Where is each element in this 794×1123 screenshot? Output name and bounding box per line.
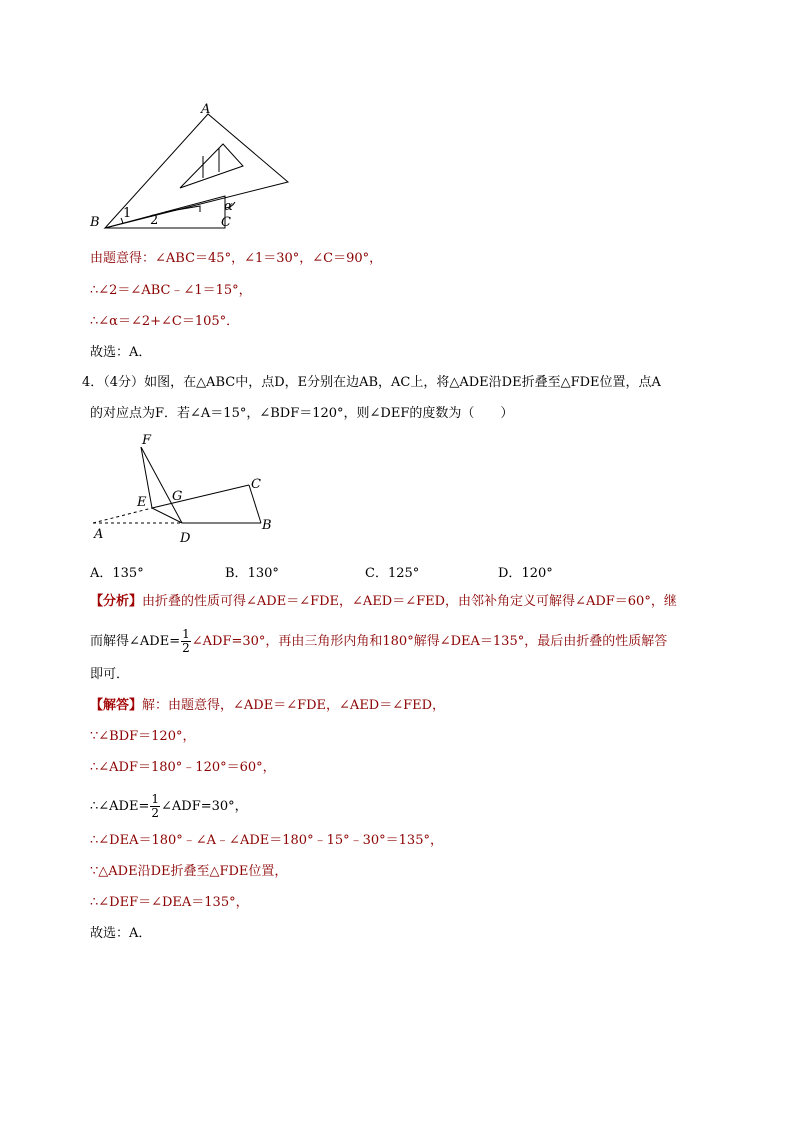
answer-line7: ∴∠DEF＝∠DEA＝135°， <box>90 895 249 910</box>
answer-text4-pre: ∴∠ADE= <box>90 799 150 814</box>
analysis-text1: 由折叠的性质可得∠ADE＝∠FDE，∠AED＝∠FED，由邻补角定义可解得∠ADF＝60°，继 <box>142 594 677 609</box>
analysis-fraction <box>181 628 191 655</box>
label-1: 1 <box>123 206 132 221</box>
label-F: F <box>142 433 152 448</box>
option-c-text: 125° <box>387 566 420 581</box>
q4-stem-text1: 如图，在△ABC中，点D，E分别在边AB，AC上，将△ADE沿DE折叠至△FDE位置，点A <box>144 375 661 390</box>
option-a-text: 135° <box>112 566 144 581</box>
answer-line1 <box>90 697 445 715</box>
label-B: B <box>90 215 100 230</box>
sol3-line1: 由题意得：∠ABC＝45°，∠1＝30°，∠C＝90°， <box>90 251 383 266</box>
figure-set-square <box>85 100 305 235</box>
label-C2: C <box>251 477 261 492</box>
answer-text4-post: ∠ADF=30°， <box>161 799 248 814</box>
option-a-label: A． <box>90 566 113 581</box>
answer-line6: ∵△ADE沿DE折叠至△FDE位置， <box>90 864 288 879</box>
option-d-label: D． <box>498 566 522 581</box>
q4-stem-line1 <box>82 374 661 392</box>
fraction-numerator: 1 <box>182 627 190 641</box>
label-A2: A <box>94 527 104 542</box>
analysis-text2-post: ∠ADF=30°，再由三角形内角和180°解得∠DEA＝135°，最后由折叠的性质解答 <box>191 634 668 649</box>
option-d-text: 120° <box>521 566 553 581</box>
option-c[interactable] <box>365 562 419 581</box>
analysis-line2 <box>90 628 667 655</box>
fraction-denominator: 2 <box>151 806 159 820</box>
analysis-line3: 即可． <box>90 667 130 682</box>
option-c-label: C． <box>365 566 388 581</box>
option-b-text: 130° <box>247 566 279 581</box>
label-G: G <box>172 489 183 504</box>
q4-number: 4． <box>82 375 104 390</box>
fraction-numerator: 1 <box>151 792 159 806</box>
option-b[interactable] <box>225 562 279 581</box>
answer-line4 <box>90 793 248 820</box>
option-b-label: B． <box>225 566 248 581</box>
analysis-tag: 【分析】 <box>90 594 143 609</box>
sol3-line2: ∴∠2＝∠ABC﹣∠1＝15°， <box>90 283 252 298</box>
inner-triangle <box>180 144 243 188</box>
answer-line2: ∵∠BDF＝120°， <box>90 729 196 744</box>
label-E: E <box>137 495 147 510</box>
answer-line8: 故选：A． <box>90 926 152 941</box>
sol3-line4: 故选：A． <box>90 345 152 360</box>
label-alpha: α <box>224 199 233 214</box>
sol3-line3: ∴∠α＝∠2+∠C＝105°． <box>90 314 240 329</box>
answer-text1: 解：由题意得，∠ADE＝∠FDE，∠AED＝∠FED， <box>142 698 446 713</box>
answer-fraction <box>150 793 160 820</box>
label-C: C <box>221 215 231 230</box>
label-A: A <box>201 102 211 117</box>
answer-line3: ∴∠ADF＝180°﹣120°＝60°， <box>90 760 276 775</box>
label-B2: B <box>262 518 272 533</box>
answer-tag: 【解答】 <box>90 698 143 713</box>
analysis-text2-pre: 而解得∠ADE= <box>90 634 181 649</box>
option-d[interactable] <box>498 562 553 581</box>
label-D: D <box>180 531 191 546</box>
fraction-denominator: 2 <box>182 641 190 655</box>
option-a[interactable] <box>90 562 144 581</box>
q4-stem-line2: 的对应点为F．若∠A＝15°，∠BDF＝120°，则∠DEF的度数为（ ） <box>90 406 514 421</box>
label-2: 2 <box>150 213 159 228</box>
dashed-AE <box>93 508 152 523</box>
analysis-line1 <box>90 593 677 611</box>
answer-line5: ∴∠DEA＝180°﹣∠A﹣∠ADE＝180°﹣15°﹣30°＝135°， <box>90 833 443 848</box>
q4-score: （4分） <box>103 375 145 390</box>
